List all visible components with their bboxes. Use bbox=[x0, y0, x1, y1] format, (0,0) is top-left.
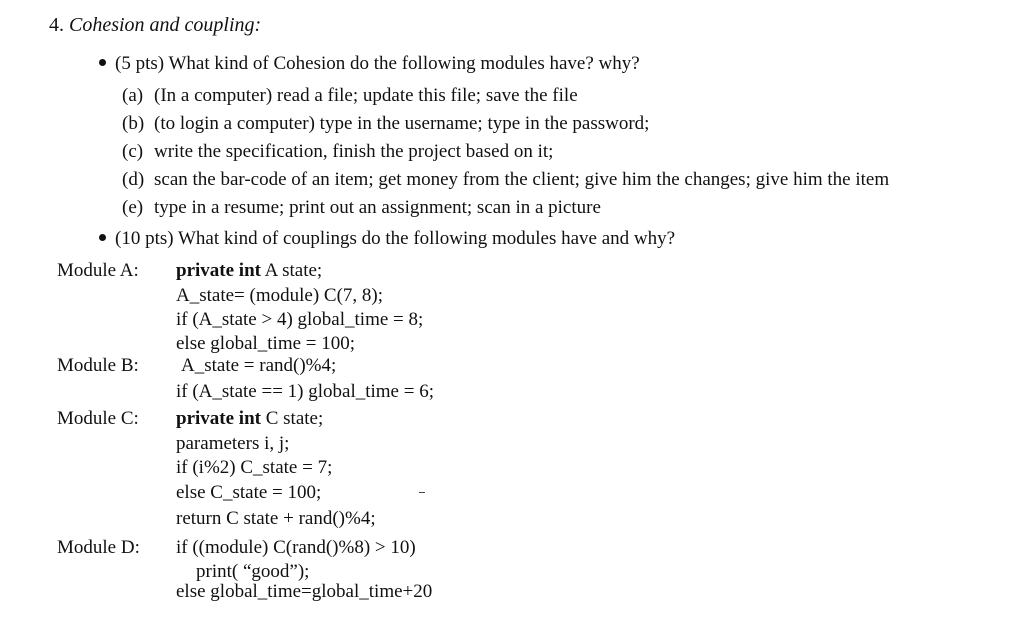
code-text: A state; bbox=[260, 260, 323, 281]
stray-dash bbox=[419, 492, 425, 493]
question-heading bbox=[49, 12, 261, 38]
module-c-line-5: return C state + rand()%4; bbox=[176, 508, 376, 529]
module-c-line-3: if (i%2) C_state = 7; bbox=[176, 457, 333, 478]
list-item bbox=[122, 111, 649, 137]
module-b-label: Module B: bbox=[57, 355, 139, 376]
bullet-icon bbox=[99, 234, 106, 241]
module-b-line-1: A_state = rand()%4; bbox=[181, 355, 337, 376]
keyword: private int bbox=[176, 408, 261, 429]
module-d-line-3: else global_time=global_time+20 bbox=[176, 581, 433, 602]
module-c-line-2: parameters i, j; bbox=[176, 433, 290, 454]
list-item bbox=[122, 139, 553, 165]
part1-prompt-text: (5 pts) What kind of Cohesion do the following modules have? why? bbox=[115, 53, 640, 74]
item-text: type in a resume; print out an assignment; scan in a picture bbox=[154, 197, 601, 218]
module-c-line-1 bbox=[176, 407, 323, 431]
item-text: (to login a computer) type in the username; type in the password; bbox=[154, 113, 650, 134]
part1-prompt bbox=[99, 51, 640, 77]
question-title: Cohesion and coupling: bbox=[69, 14, 262, 36]
list-item bbox=[122, 167, 889, 193]
code-text: C state; bbox=[260, 408, 324, 429]
item-label: (c) bbox=[122, 141, 144, 162]
list-item bbox=[122, 83, 578, 109]
item-label: (b) bbox=[122, 113, 145, 134]
module-d-line-2: print( “good”); bbox=[196, 561, 310, 582]
part2-prompt bbox=[99, 226, 675, 252]
module-a-line-1 bbox=[176, 259, 322, 283]
question-number: 4. bbox=[49, 14, 64, 36]
module-c-label: Module C: bbox=[57, 408, 139, 429]
module-a-line-3: if (A_state > 4) global_time = 8; bbox=[176, 309, 424, 330]
module-a-label: Module A: bbox=[57, 260, 139, 281]
item-text: (In a computer) read a file; update this file; save the file bbox=[154, 85, 578, 106]
module-c-line-4: else C_state = 100; bbox=[176, 482, 322, 503]
module-a-line-2: A_state= (module) C(7, 8); bbox=[176, 285, 384, 306]
item-text: scan the bar-code of an item; get money from the client; give him the changes; give him the item bbox=[154, 169, 890, 190]
module-d-line-1: if ((module) C(rand()%8) > 10) bbox=[176, 537, 416, 558]
item-label: (a) bbox=[122, 85, 144, 106]
item-label: (e) bbox=[122, 197, 144, 218]
module-b-line-2: if (A_state == 1) global_time = 6; bbox=[176, 381, 434, 402]
list-item bbox=[122, 195, 601, 221]
module-a-line-4: else global_time = 100; bbox=[176, 333, 356, 354]
bullet-icon bbox=[99, 59, 106, 66]
module-d-label: Module D: bbox=[57, 537, 140, 558]
keyword: private int bbox=[176, 260, 261, 281]
item-text: write the specification, finish the project based on it; bbox=[154, 141, 554, 162]
item-label: (d) bbox=[122, 169, 145, 190]
part2-prompt-text: (10 pts) What kind of couplings do the following modules have and why? bbox=[115, 228, 676, 249]
